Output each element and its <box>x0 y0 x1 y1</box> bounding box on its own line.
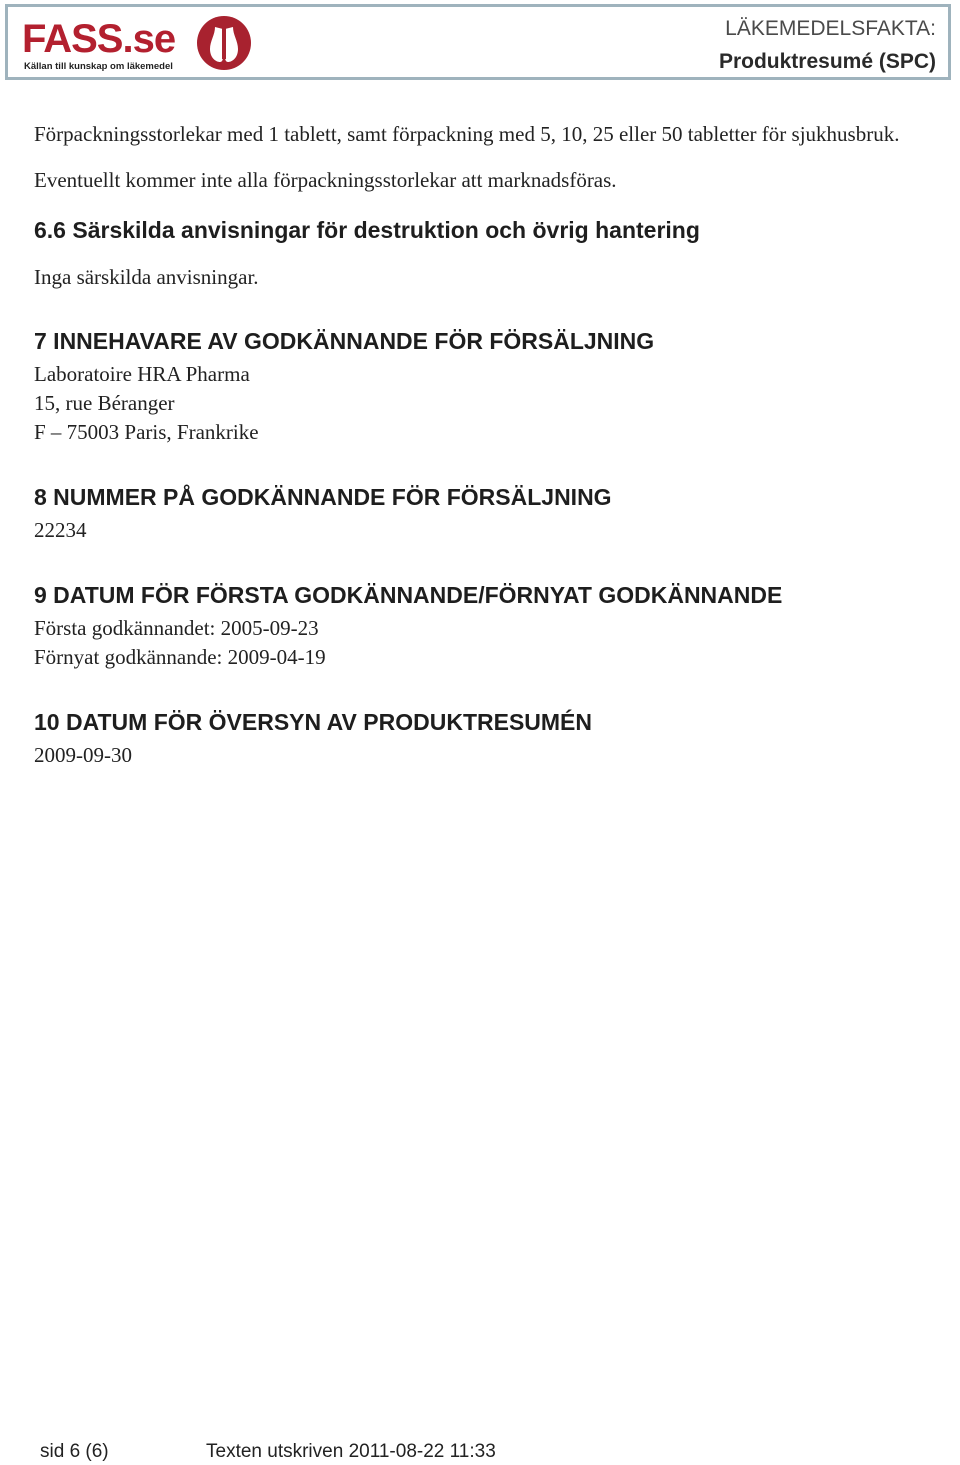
logo-wordmark: FASS.se <box>22 17 176 61</box>
document-body <box>34 120 914 770</box>
page-header <box>5 4 951 80</box>
holder-name: Laboratoire HRA Pharma <box>34 362 250 386</box>
section-10-heading: 10 DATUM FÖR ÖVERSYN AV PRODUKTRESUMÉN <box>34 709 593 735</box>
page-number: sid 6 (6) <box>40 1441 109 1462</box>
page-footer <box>40 1441 496 1463</box>
holder-street: 15, rue Béranger <box>34 391 175 415</box>
holder-city: F – 75003 Paris, Frankrike <box>34 420 259 444</box>
section-7-heading: 7 INNEHAVARE AV GODKÄNNANDE FÖR FÖRSÄLJNING <box>34 328 655 354</box>
mortar-icon <box>196 15 252 71</box>
revision-date: 2009-09-30 <box>34 743 132 767</box>
renewal-date: Förnyat godkännande: 2009-04-19 <box>34 645 326 669</box>
section-8-heading: 8 NUMMER PÅ GODKÄNNANDE FÖR FÖRSÄLJNING <box>34 484 612 510</box>
header-label: LÄKEMEDELSFAKTA: <box>725 17 936 40</box>
pack-sizes-text: Förpackningsstorlekar med 1 tablett, samt förpackning med 5, 10, 25 eller 50 tabletter för sjukhusbruk. <box>34 122 900 146</box>
section-6-6-text: Inga särskilda anvisningar. <box>34 265 259 289</box>
section-6-6-heading: 6.6 Särskilda anvisningar för destruktion och övrig hantering <box>34 217 700 243</box>
first-authorisation-date: Första godkännandet: 2005-09-23 <box>34 616 319 640</box>
print-timestamp: Texten utskriven 2011-08-22 11:33 <box>206 1441 496 1462</box>
document-type <box>719 15 936 77</box>
logo-tagline: Källan till kunskap om läkemedel <box>24 61 173 72</box>
section-9-heading: 9 DATUM FÖR FÖRSTA GODKÄNNANDE/FÖRNYAT GODKÄNNANDE <box>34 582 783 608</box>
fass-logo[interactable] <box>22 15 262 75</box>
header-title: Produktresumé (SPC) <box>718 50 936 73</box>
marketing-note: Eventuellt kommer inte alla förpackningsstorlekar att marknadsföras. <box>34 168 617 192</box>
authorisation-number: 22234 <box>34 518 87 542</box>
